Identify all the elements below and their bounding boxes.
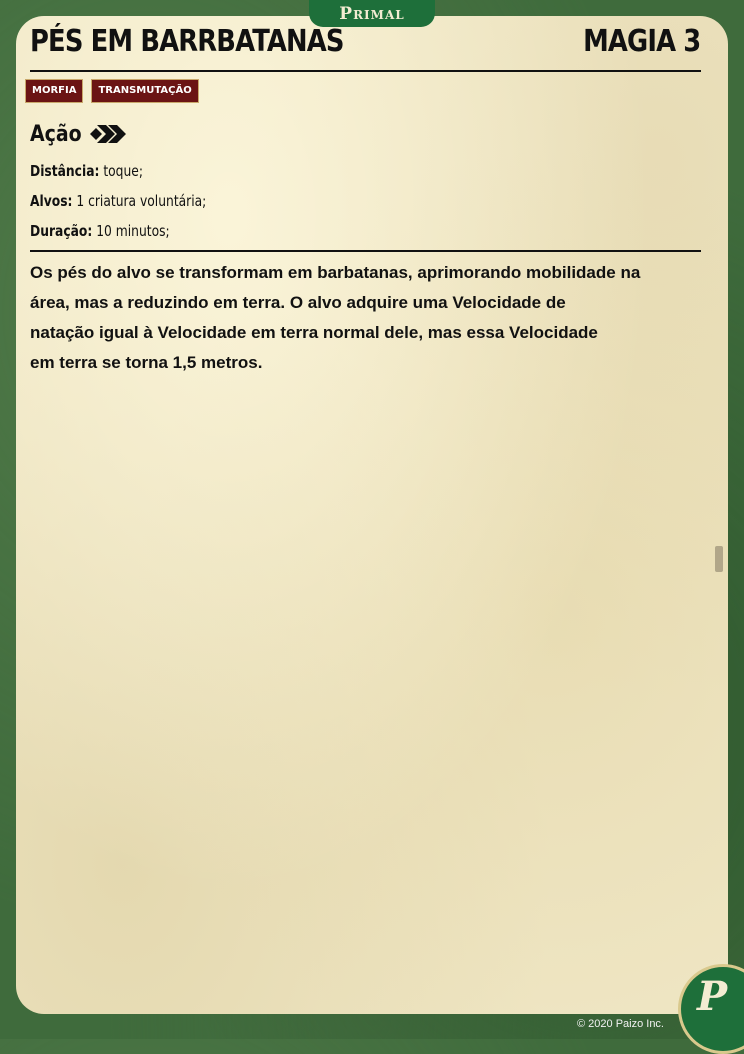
duration-label: Duração: [30, 222, 93, 240]
title-divider [30, 70, 701, 72]
duration-value: 10 minutos; [96, 222, 170, 240]
action-label: Ação [30, 121, 82, 147]
description-line: área, mas a reduzindo em terra. O alvo adquire uma Velocidade de [30, 293, 566, 312]
duration-line [30, 222, 170, 240]
logo-letter: P [697, 973, 728, 1020]
tradition-tab [309, 0, 435, 27]
description-line: Os pés do alvo se transformam em barbatanas, aprimorando mobilidade na [30, 263, 641, 282]
targets-value: 1 criatura voluntária; [76, 192, 207, 210]
range-line [30, 162, 143, 180]
trait-badge: MORFIA [25, 79, 83, 103]
edge-notch [715, 546, 723, 572]
targets-label: Alvos: [30, 192, 73, 210]
stats-divider [30, 250, 701, 252]
trait-list [25, 79, 199, 103]
copyright-text: © 2020 Paizo Inc. [577, 1018, 664, 1030]
description-line: natação igual à Velocidade em terra normal dele, mas essa Velocidade [30, 323, 598, 342]
range-label: Distância: [30, 162, 100, 180]
spell-title: PÉS EM BARRBATANAS [30, 24, 344, 59]
spell-level: MAGIA 3 [582, 24, 700, 59]
range-value: toque; [103, 162, 144, 180]
two-actions-icon [88, 120, 132, 148]
tradition-label: Primal [339, 3, 405, 24]
spell-description [30, 258, 710, 378]
trait-badge: TRANSMUTAÇÃO [91, 79, 198, 103]
action-row [30, 120, 132, 148]
targets-line [30, 192, 206, 210]
description-line: em terra se torna 1,5 metros. [30, 353, 263, 372]
